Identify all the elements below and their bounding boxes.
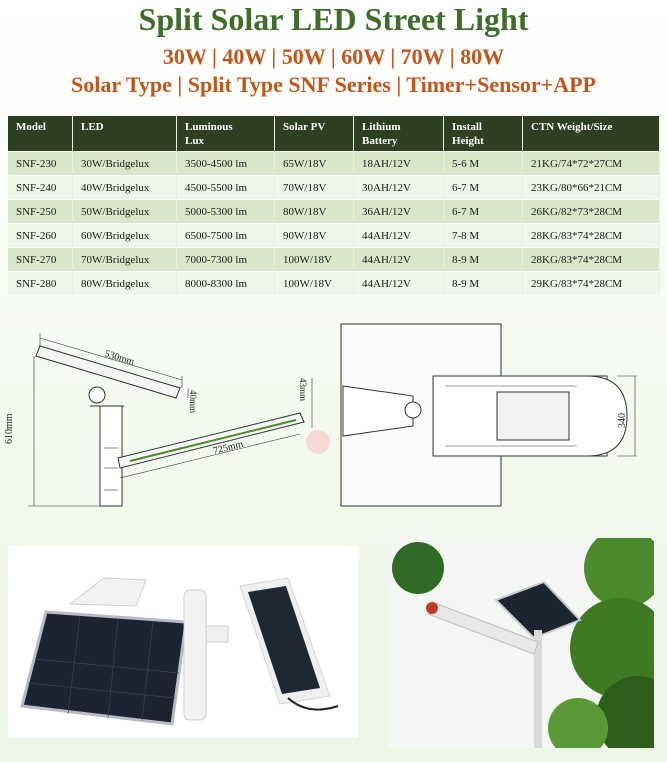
- cell-pv: 100W/18V: [275, 272, 354, 296]
- col-luminous: [177, 116, 275, 152]
- cell-led: 60W/Bridgelux: [73, 224, 177, 248]
- pole-adapter-image: [184, 590, 206, 720]
- col-led: LED: [73, 116, 177, 152]
- col-luminous-line1: Luminous: [185, 121, 233, 133]
- cell-battery: 44AH/12V: [354, 224, 444, 248]
- top-view-drawing: [337, 318, 659, 518]
- cell-lux: 3500-4500 lm: [177, 152, 275, 176]
- solar-panel-image: [22, 612, 186, 724]
- table-row: [8, 272, 660, 296]
- cell-led: 40W/Bridgelux: [73, 176, 177, 200]
- cell-led: 30W/Bridgelux: [73, 152, 177, 176]
- table-row: [8, 248, 660, 272]
- col-battery-line2: Battery: [362, 135, 398, 147]
- components-photo: [8, 546, 358, 738]
- cell-ctn: 23KG/80*66*21CM: [523, 176, 660, 200]
- top-view-width-label: 340: [617, 413, 628, 428]
- spec-table-header: [8, 116, 660, 152]
- cell-ctn: 26KG/82*73*28CM: [523, 200, 660, 224]
- cell-led: 50W/Bridgelux: [73, 200, 177, 224]
- cell-model: SNF-280: [8, 272, 73, 296]
- cell-battery: 30AH/12V: [354, 176, 444, 200]
- cell-lux: 5000-5300 lm: [177, 200, 275, 224]
- cell-model: SNF-250: [8, 200, 73, 224]
- cell-height: 5-6 M: [444, 152, 523, 176]
- cell-model: SNF-270: [8, 248, 73, 272]
- table-row: [8, 224, 660, 248]
- col-battery-line1: Lithium: [362, 121, 401, 133]
- cell-lux: 4500-5500 lm: [177, 176, 275, 200]
- cell-pv: 70W/18V: [275, 176, 354, 200]
- cell-battery: 44AH/12V: [354, 248, 444, 272]
- wattage-options: 30W | 40W | 50W | 60W | 70W | 80W: [162, 44, 505, 69]
- lamp-thickness-label: 43mm: [298, 378, 308, 402]
- cell-ctn: 28KG/83*74*28CM: [523, 224, 660, 248]
- cell-pv: 80W/18V: [275, 200, 354, 224]
- cell-pv: 65W/18V: [275, 152, 354, 176]
- cell-lux: 7000-7300 lm: [177, 248, 275, 272]
- cell-battery: 18AH/12V: [354, 152, 444, 176]
- feature-line: Solar Type | Split Type SNF Series | Timer+Sensor+APP: [71, 72, 596, 97]
- side-view-drawing: [0, 318, 335, 518]
- col-install-height: [444, 116, 523, 152]
- cell-model: SNF-230: [8, 152, 73, 176]
- cell-model: SNF-260: [8, 224, 73, 248]
- cell-height: 6-7 M: [444, 200, 523, 224]
- cell-battery: 36AH/12V: [354, 200, 444, 224]
- col-model: Model: [8, 116, 73, 152]
- cell-ctn: 29KG/83*74*28CM: [523, 272, 660, 296]
- cell-led: 80W/Bridgelux: [73, 272, 177, 296]
- cell-pv: 90W/18V: [275, 224, 354, 248]
- col-ctn: CTN Weight/Size: [523, 116, 660, 152]
- cell-height: 8-9 M: [444, 248, 523, 272]
- page-title: Split Solar LED Street Light: [138, 1, 529, 37]
- cell-height: 6-7 M: [444, 176, 523, 200]
- cell-battery: 44AH/12V: [354, 272, 444, 296]
- table-row: [8, 176, 660, 200]
- installed-photo: [388, 538, 654, 748]
- pole-height-label: 610mm: [4, 413, 15, 444]
- table-row: [8, 200, 660, 224]
- lamp-length-label: 725mm: [212, 438, 245, 457]
- cell-pv: 100W/18V: [275, 248, 354, 272]
- cell-led: 70W/Bridgelux: [73, 248, 177, 272]
- col-luminous-line2: Lux: [185, 135, 204, 147]
- cell-ctn: 21KG/74*72*27CM: [523, 152, 660, 176]
- panel-thickness-label: 40mm: [188, 390, 198, 414]
- col-install-line1: Install: [452, 121, 482, 133]
- cell-model: SNF-240: [8, 176, 73, 200]
- table-row: [8, 152, 660, 176]
- panel-length-label: 530mm: [103, 348, 136, 368]
- cell-height: 7-8 M: [444, 224, 523, 248]
- zoom-icon[interactable]: [306, 430, 330, 454]
- col-solar-pv: Solar PV: [275, 116, 354, 152]
- cell-ctn: 28KG/83*74*28CM: [523, 248, 660, 272]
- cell-height: 8-9 M: [444, 272, 523, 296]
- spec-table: [8, 116, 660, 295]
- cell-lux: 6500-7500 lm: [177, 224, 275, 248]
- cell-lux: 8000-8300 lm: [177, 272, 275, 296]
- col-battery: [354, 116, 444, 152]
- col-install-line2: Height: [452, 135, 484, 147]
